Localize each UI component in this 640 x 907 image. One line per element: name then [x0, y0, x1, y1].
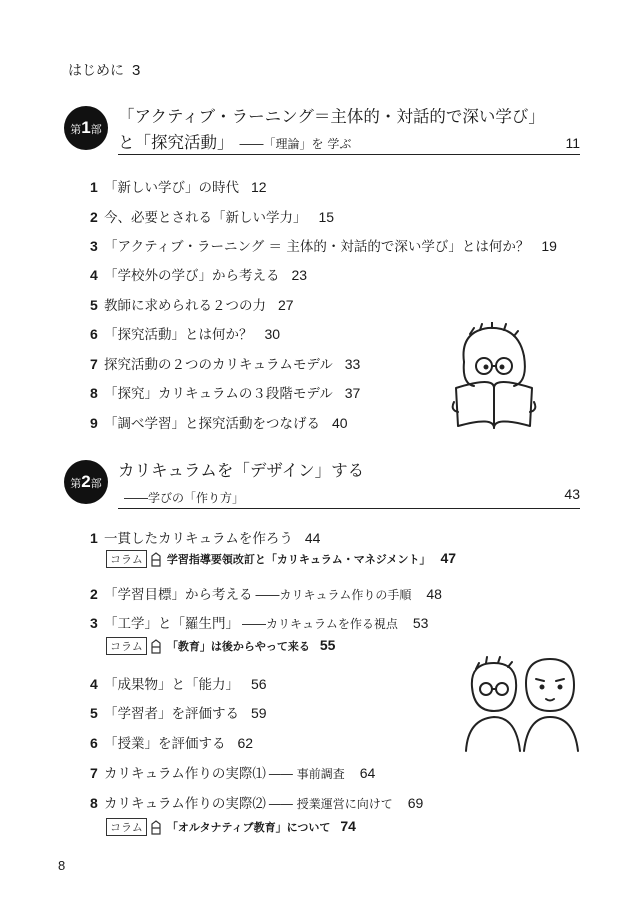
intro-page: 3	[132, 62, 141, 79]
toc-item[interactable]: 3 「アクティブ・ラーニング ＝ 主体的・対話的で深い学び」とは何か？ 19	[90, 238, 557, 255]
toc-item[interactable]: 9 「調べ学習」と探究活動をつなげる 40	[90, 415, 348, 432]
toc-item[interactable]: 2 今、必要とされる「新しい学力」 15	[90, 209, 335, 226]
toc-item[interactable]: 1 「新しい学び」の時代 12	[90, 179, 267, 196]
intro-label: はじめに	[68, 63, 124, 79]
toc-item[interactable]: 1 一貫したカリキュラムを作ろう 44	[90, 530, 321, 547]
toc-item[interactable]: 4 「成果物」と「能力」 56	[90, 676, 267, 693]
toc-item[interactable]: 7 探究活動の２つのカリキュラムモデル 33	[90, 356, 361, 373]
page-number: 8	[58, 858, 66, 873]
column-entry[interactable]: コラム 「オルタナティブ教育」について 74	[106, 818, 356, 836]
part2-badge: 第2部	[64, 460, 108, 504]
pencil-icon	[149, 552, 163, 568]
part2-header[interactable]	[64, 458, 580, 510]
toc-item[interactable]: 8 カリキュラム作りの実際⑵ ―― 授業運営に向けて 69	[90, 795, 424, 812]
column-entry[interactable]: コラム 学習指導要領改訂と「カリキュラム・マネジメント」 47	[106, 550, 456, 568]
column-tag: コラム	[106, 637, 147, 655]
pencil-icon	[149, 820, 163, 836]
part2-page: 43	[564, 486, 580, 502]
part1-title-line2: と「探究活動」	[118, 133, 234, 152]
toc-item[interactable]: 5 教師に求められる２つの力 27	[90, 297, 294, 314]
part1-title-line1: 「アクティブ・ラーニング＝主体的・対話的で深い学び」	[118, 107, 545, 126]
toc-item[interactable]: 6 「探究活動」とは何か？ 30	[90, 326, 281, 343]
column-entry[interactable]: コラム 「教育」は後からやって来る 55	[106, 637, 335, 655]
intro-entry[interactable]	[68, 60, 140, 80]
toc-item[interactable]: 2 「学習目標」から考える ――カリキュラム作りの手順 48	[90, 586, 442, 603]
pencil-icon	[149, 639, 163, 655]
part1-page: 11	[565, 135, 580, 151]
toc-item[interactable]: 7 カリキュラム作りの実際⑴ ―― 事前調査 64	[90, 765, 376, 782]
part1-badge: 第1部	[64, 106, 108, 150]
two-people-illustration	[462, 655, 582, 755]
toc-item[interactable]: 6 「授業」を評価する 62	[90, 735, 254, 752]
reading-person-illustration	[448, 322, 540, 442]
column-tag: コラム	[106, 818, 147, 836]
part2-rule	[118, 508, 580, 509]
part1-rule	[118, 154, 580, 155]
part1-subtitle: ――「理論」を 学ぶ	[239, 137, 352, 151]
part1-header[interactable]	[64, 104, 580, 156]
toc-item[interactable]: 8 「探究」カリキュラムの３段階モデル 37	[90, 385, 361, 402]
toc-item[interactable]: 5 「学習者」を評価する 59	[90, 705, 267, 722]
toc-item[interactable]: 4 「学校外の学び」から考える 23	[90, 267, 308, 284]
part1-title	[118, 104, 545, 157]
part2-title-line1: カリキュラムを「デザイン」する	[118, 461, 365, 480]
part2-subtitle: ――学びの「作り方」	[124, 491, 245, 505]
part2-title	[118, 458, 364, 511]
toc-item[interactable]: 3 「工学」と「羅生門」 ――カリキュラムを作る視点 53	[90, 615, 429, 632]
column-tag: コラム	[106, 550, 147, 568]
